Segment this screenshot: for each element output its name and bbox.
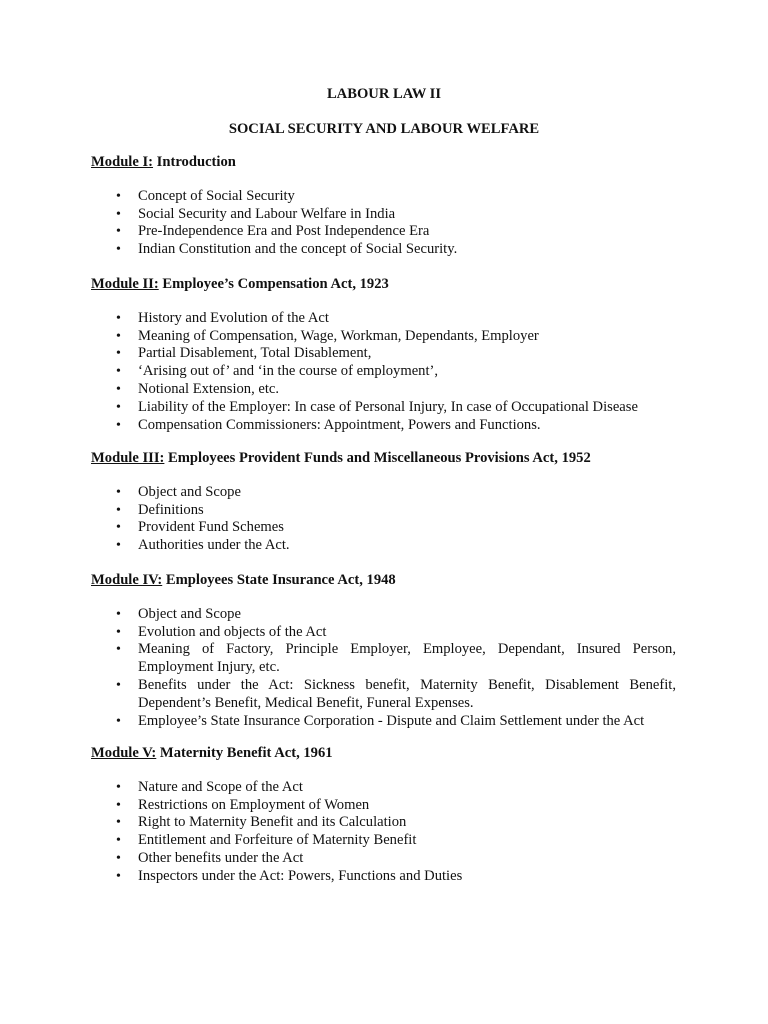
module-name: Maternity Benefit Act, 1961	[156, 745, 333, 761]
list-item: • Restrictions on Employment of Women	[116, 796, 370, 813]
bullet-icon: •	[116, 606, 121, 622]
module-4	[91, 572, 691, 730]
bullet-icon: •	[116, 833, 121, 849]
list-item: • Object and Scope	[116, 605, 241, 622]
bullet-list	[91, 310, 691, 435]
module-label: Module V:	[91, 745, 157, 761]
module-heading	[91, 154, 691, 172]
module-5	[91, 745, 691, 886]
list-item: • Concept of Social Security	[116, 187, 295, 204]
bullet-icon: •	[116, 310, 121, 326]
module-3	[91, 450, 691, 555]
bullet-icon: •	[116, 713, 121, 729]
bullet-icon: •	[116, 538, 121, 554]
bullet-list	[91, 779, 691, 886]
module-label: Module I:	[91, 154, 154, 170]
list-item: • Right to Maternity Benefit and its Calculation	[116, 814, 407, 831]
module-1	[91, 154, 691, 259]
list-item: • Compensation Commissioners: Appointment, Powers and Functions.	[116, 416, 541, 433]
bullet-icon: •	[116, 346, 121, 362]
list-item: • Provident Fund Schemes	[116, 519, 284, 536]
list-item: • Other benefits under the Act	[116, 849, 304, 866]
module-heading	[91, 276, 691, 294]
document-title: LABOUR LAW II	[326, 86, 442, 102]
bullet-icon: •	[116, 642, 121, 658]
list-item: • Inspectors under the Act: Powers, Functions and Duties	[116, 867, 463, 884]
bullet-icon: •	[116, 520, 121, 536]
bullet-list	[91, 188, 691, 259]
bullet-icon: •	[116, 624, 121, 640]
bullet-icon: •	[116, 417, 121, 433]
module-label: Module IV:	[91, 572, 163, 588]
bullet-icon: •	[116, 868, 121, 884]
list-item: • Meaning of Compensation, Wage, Workman, Dependants, Employer	[116, 327, 539, 344]
bullet-icon: •	[116, 188, 121, 204]
list-item: • History and Evolution of the Act	[116, 309, 329, 326]
bullet-icon: •	[116, 328, 121, 344]
list-item: • Employee’s State Insurance Corporation - Dispute and Claim Settlement under the Act	[116, 712, 645, 729]
list-item: • Meaning of Factory, Principle Employer, Employee, Dependant, Insured Person, Employment Injury, etc.	[116, 641, 676, 676]
list-item: • Entitlement and Forfeiture of Maternity Benefit	[116, 832, 417, 849]
list-item: • Object and Scope	[116, 483, 241, 500]
document-subtitle: SOCIAL SECURITY AND LABOUR WELFARE	[228, 121, 540, 137]
module-heading	[91, 745, 691, 763]
list-item: • Indian Constitution and the concept of Social Security.	[116, 241, 458, 258]
bullet-list	[91, 484, 691, 555]
bullet-icon: •	[116, 381, 121, 397]
list-item: • ‘Arising out of’ and ‘in the course of employment’,	[116, 363, 439, 380]
list-item: • Social Security and Labour Welfare in India	[116, 205, 396, 222]
module-label: Module II:	[91, 276, 159, 292]
bullet-icon: •	[116, 815, 121, 831]
list-item: • Definitions	[116, 501, 204, 518]
module-name: Introduction	[153, 154, 236, 170]
bullet-icon: •	[116, 364, 121, 380]
list-item: • Benefits under the Act: Sickness benefit, Maternity Benefit, Disablement Benefit, Dependent’s Benefit, Medical Benefit, Funeral Expenses.	[116, 676, 676, 711]
list-item: • Liability of the Employer: In case of Personal Injury, In case of Occupational Disease	[116, 398, 638, 415]
bullet-icon: •	[116, 850, 121, 866]
bullet-icon: •	[116, 242, 121, 258]
bullet-icon: •	[116, 677, 121, 693]
list-item: • Partial Disablement, Total Disablement,	[116, 345, 372, 362]
list-item: • Evolution and objects of the Act	[116, 623, 327, 640]
module-heading	[91, 450, 691, 468]
list-item: • Authorities under the Act.	[116, 537, 290, 554]
bullet-list	[91, 606, 691, 731]
list-item: • Pre-Independence Era and Post Independence Era	[116, 223, 430, 240]
module-name: Employee’s Compensation Act, 1923	[158, 276, 389, 292]
module-label: Module III:	[91, 450, 165, 466]
bullet-icon: •	[116, 797, 121, 813]
module-name: Employees Provident Funds and Miscellaneous Provisions Act, 1952	[164, 450, 591, 466]
module-heading	[91, 572, 691, 590]
module-2	[91, 276, 691, 434]
list-item: • Nature and Scope of the Act	[116, 778, 303, 795]
bullet-icon: •	[116, 206, 121, 222]
bullet-icon: •	[116, 484, 121, 500]
list-item: • Notional Extension, etc.	[116, 380, 280, 397]
bullet-icon: •	[116, 224, 121, 240]
bullet-icon: •	[116, 399, 121, 415]
bullet-icon: •	[116, 779, 121, 795]
bullet-icon: •	[116, 502, 121, 518]
module-name: Employees State Insurance Act, 1948	[162, 572, 396, 588]
